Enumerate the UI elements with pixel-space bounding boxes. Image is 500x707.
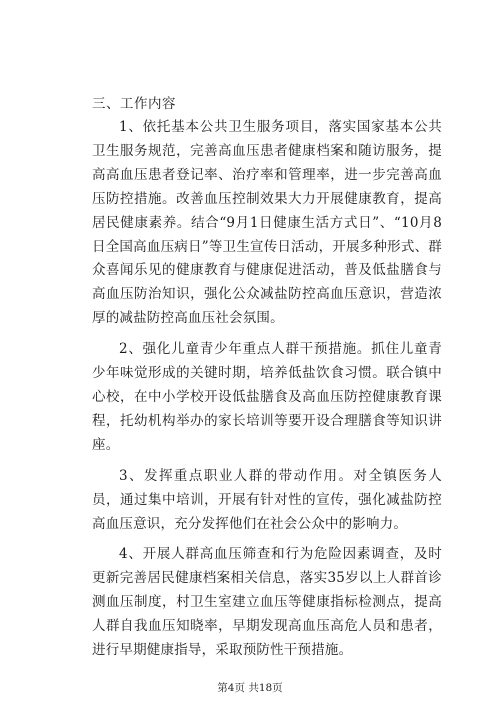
paragraph-4: 4、开展人群高血压筛查和行为危险因素调查，及时更新完善居民健康档案相关信息，落实35岁以上人群首诊测血压制度，村卫生室建立血压等健康指标检测点，提高人群自我血压知晓率，早期发现高血压高危人员和患者，进行早期健康指导，采取预防性干预措施。: [92, 546, 442, 659]
section-body: [92, 116, 442, 663]
paragraph-3: 3、发挥重点职业人群的带动作用。对全镇医务人员，通过集中培训，开展有针对性的宣传，强化减盐防控高血压意识，充分发挥他们在社会公众中的影响力。: [92, 467, 442, 532]
section-heading: 三、工作内容: [92, 96, 176, 112]
paragraph-1: 1、依托基本公共卫生服务项目，落实国家基本公共卫生服务规范，完善高血压患者健康档案和随访服务，提高高血压患者登记率、治疗率和管理率，进一步完善高血压防控措施。改善血压控制效果大力开展健康教育，提高居民健康素养。结合“9月1日健康生活方式日”、“10月8日全国高血压病日”等卫生宣传日活动，开展多种形式、群众喜闻乐见的健康教育与健康促进活动，普及低盐膳食与高血压防治知识，强化公众减盐防控高血压意识，营造浓厚的减盐防控高血压社会氛围。: [92, 119, 442, 327]
page-number-footer: 第4页 共18页: [217, 682, 283, 694]
paragraph-2: 2、强化儿童青少年重点人群干预措施。抓住儿童青少年味觉形成的关键时期，培养低盐饮食习惯。联合镇中心校，在中小学校开设低盐膳食及高血压防控健康教育课程，托幼机构举办的家长培训等要开设合理膳食等知识讲座。: [92, 341, 442, 453]
